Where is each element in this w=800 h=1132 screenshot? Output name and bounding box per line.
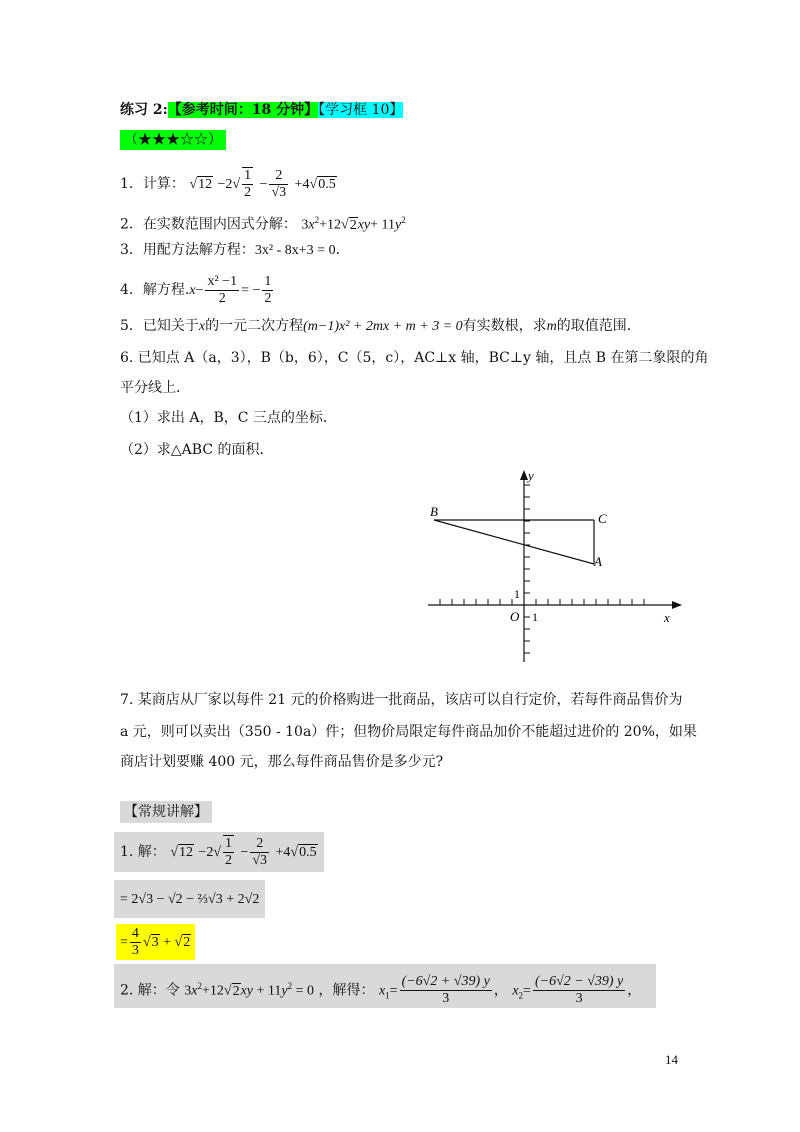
question-1-label: 1．计算： xyxy=(120,176,185,192)
question-3-label: 3．用配方法解方程： xyxy=(120,242,255,258)
question-5: 5．已知关于x的一元二次方程(m−1)x² + 2mx + m + 3 = 0有实数根，求m的取值范围． xyxy=(120,318,641,334)
question-6-line-1: 6. 已知点 A（a，3），B（b，6），C（5，c），AC⊥x 轴，BC⊥y 轴，且点 B 在第二象限的角 xyxy=(120,350,709,366)
solution-1-step-3: = $\frac{4}{3}$ √3 + √2 xyxy=(116,924,195,960)
question-3-equation: 3x² - 8x+3 = 0． xyxy=(254,243,350,258)
box-badge: 【学习框 10】 xyxy=(318,102,404,118)
solution-1-step-2: = 2√3 − √2 − ⅔√3 + 2√2 xyxy=(114,880,265,918)
question-6-line-2: 平分线上． xyxy=(120,380,190,396)
question-7-line-2: a 元，则可以卖出（350 - 10a）件；但物价局限定每件商品加价不能超过进价的 20%，如果 xyxy=(120,724,697,740)
question-3 xyxy=(120,240,350,261)
exercise-label: 练习 2: xyxy=(120,102,168,118)
x-unit-label: 1 xyxy=(532,610,538,624)
solution-1-step-1: 1. 解： √12 −2√ $\frac{1}{2}$ − $\frac{2}{√3}$ +4√0.5 xyxy=(114,832,324,872)
question-2-label: 2．在实数范围内因式分解： xyxy=(120,216,297,233)
difficulty-row xyxy=(120,130,226,150)
x-axis-label: x xyxy=(664,610,670,625)
solution-2: 2. 解：令 $3x^2+12√2xy + 11y^2 = 0$ ，解得： $x_1=$ $\frac{(-6√2 + √39) y}{3}$ ， $x_2=$ $\frac{(-6√2 - √39) y}{3}$ ， xyxy=(114,964,656,1008)
q1-radicand: 12 xyxy=(198,177,213,192)
question-1: 1．计算： √12 −2√ $\frac{1}{2}$ − $\frac{2}{√3}$ +4√0.5 xyxy=(120,167,336,200)
page-number: 14 xyxy=(665,1052,678,1067)
segment-ba xyxy=(434,520,594,564)
question-7-line-3: 商店计划要赚 400 元，那么每件商品售价是多少元? xyxy=(120,754,444,770)
question-4: 4．解方程.x− $\frac{\text{x² −1}}{2}$ = − $\frac{1}{2}$ xyxy=(120,273,272,306)
coordinate-graph xyxy=(420,462,690,667)
question-2: 2．在实数范围内因式分解： $3x^2+12√2xy+ 11y^2$ xyxy=(120,215,406,233)
difficulty-stars: （★★★☆☆） xyxy=(120,130,226,150)
y-unit-label: 1 xyxy=(514,587,520,601)
exercise-header xyxy=(120,100,403,120)
origin-label: O xyxy=(510,609,520,624)
question-6-sub-2: （2）求△ABC 的面积． xyxy=(120,442,274,458)
point-c-label: C xyxy=(598,511,607,526)
solution-title-row xyxy=(120,802,212,822)
y-axis-label: y xyxy=(528,468,534,483)
question-6-sub-1: （1）求出 A，B，C 三点的坐标． xyxy=(120,410,337,426)
time-badge: 【参考时间：18 分钟】 xyxy=(167,102,319,118)
question-4-label: 4．解方程. xyxy=(120,282,190,298)
solution-title: 【常规讲解】 xyxy=(120,801,212,823)
question-7-line-1: 7. 某商店从厂家以每件 21 元的价格购进一批商品，该店可以自行定价，若每件商品售价为 xyxy=(120,692,683,708)
point-a-label: A xyxy=(594,554,602,569)
point-b-label: B xyxy=(430,504,438,519)
